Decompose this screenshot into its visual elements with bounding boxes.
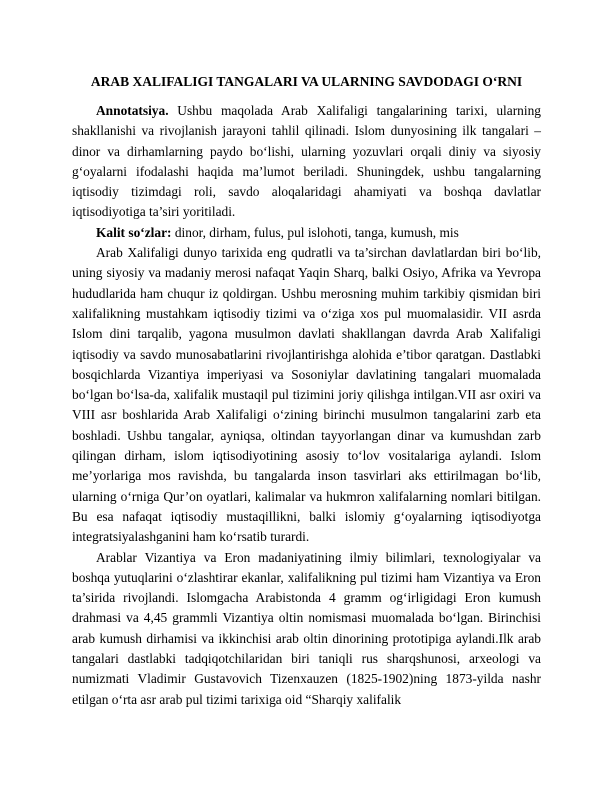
annotation-label: Annotatsiya.	[96, 103, 169, 118]
annotation-text: Ushbu maqolada Arab Xalifaligi tangalarining tarixi, ularning shakllanishi va rivojlanish jarayoni tahlil qilinadi. Islom dunyosining ilk tangalari – dinor va dirhamlarning paydo bo‘lishi, ularning yozuvlari orqali diniy va siyosiy g‘oyalarni ifodalashi haqida ma’lumot beriladi. Shuningdek, ushbu tangalarning iqtisodiy tizimdagi roli, savdo aloqalaridagi ahamiyati va boshqa davlatlar iqtisodiyotiga ta’siri yoritiladi.	[72, 103, 541, 220]
document-page	[72, 58, 541, 710]
article-title: ARAB XALIFALIGI TANGALARI VA ULARNING SAVDODAGI O‘RNI	[90, 74, 523, 89]
body-paragraph-2: Arablar Vizantiya va Eron madaniyatining ilmiy bilimlari, texnologiyalar va boshqa yutuqlarini o‘zlashtirar ekanlar, xalifalikning pul tizimi ham Vizantiya va Eron ta’sirida rivojlandi. Islomgacha Arabistonda 4 gramm og‘irligidagi Eron kumush drahmasi va 4,45 grammli Vizantiya oltin nomismasi muomalada bo‘lgan. Birinchisi arab kumush dirhamisi va ikkinchisi arab oltin dinorining prototipiga aylandi.Ilk arab tangalari dastlabki tadqiqotchilaridan biri taniqli rus sharqshunosi, arxeologi va numizmati Vladimir Gustavovich Tizenxauzen (1825-1902)ning 1873-yilda nashr etilgan o‘rta asr arab pul tizimi tarixiga oid “Sharqiy xalifalik	[72, 549, 541, 707]
keywords-paragraph	[72, 223, 541, 243]
keywords-label: Kalit so‘zlar:	[96, 224, 172, 240]
body-paragraph-1: Arab Xalifaligi dunyo tarixida eng qudratli va ta’sirchan davlatlardan biri bo‘lib, uning siyosiy va madaniy merosi nafaqat Yaqin Sharq, balki Osiyo, Afrika va Yevropa hududlarida ham chuqur iz qoldirgan. Ushbu merosning muhim tarkibiy qismidan biri xalifalikning mustahkam iqtisodiy tizimi va o‘ziga xos pul muomalasidir. VII asrda Islom dini tarqalib, yagona musulmon davlati shakllangan davrda Arab Xalifaligi iqtisodiy va savdo munosabatlarini rivojlantirishga alohida e’tibor qaratgan. Dastlabki bosqichlarda Vizantiya imperiyasi va Sosoniylar davlatining tangalari muomalada bo‘lgan bo‘lsa-da, xalifalik mustaqil pul tizimini joriy qilishga intilgan.VII asr oxiri va VIII asr boshlarida Arab Xalifaligi o‘zining birinchi musulmon tangalarini zarb eta boshladi. Ushbu tangalar, ayniqsa, oltindan tayyorlangan dinar va kumushdan zarb qilingan dirham, islom iqtisodiyotining asosiy to‘lov vositalariga aylandi. Islom me’yorlariga mos ravishda, bu tangalarda inson tasvirlari aks ettirilmagan bo‘lib, ularning o‘rniga Qur’on oyatlari, kalimalar va hukmron xalifalarning nomlari bitilgan. Bu esa nafaqat iqtisodiy mustaqillikni, balki islomiy g‘oyalarning iqtisodiyotga integratsiyalashganini ham ko‘rsatib turardi.	[72, 245, 541, 545]
keywords-text: dinor, dirham, fulus, pul islohoti, tanga, kumush, mis	[171, 224, 459, 240]
annotation-paragraph	[72, 101, 541, 223]
